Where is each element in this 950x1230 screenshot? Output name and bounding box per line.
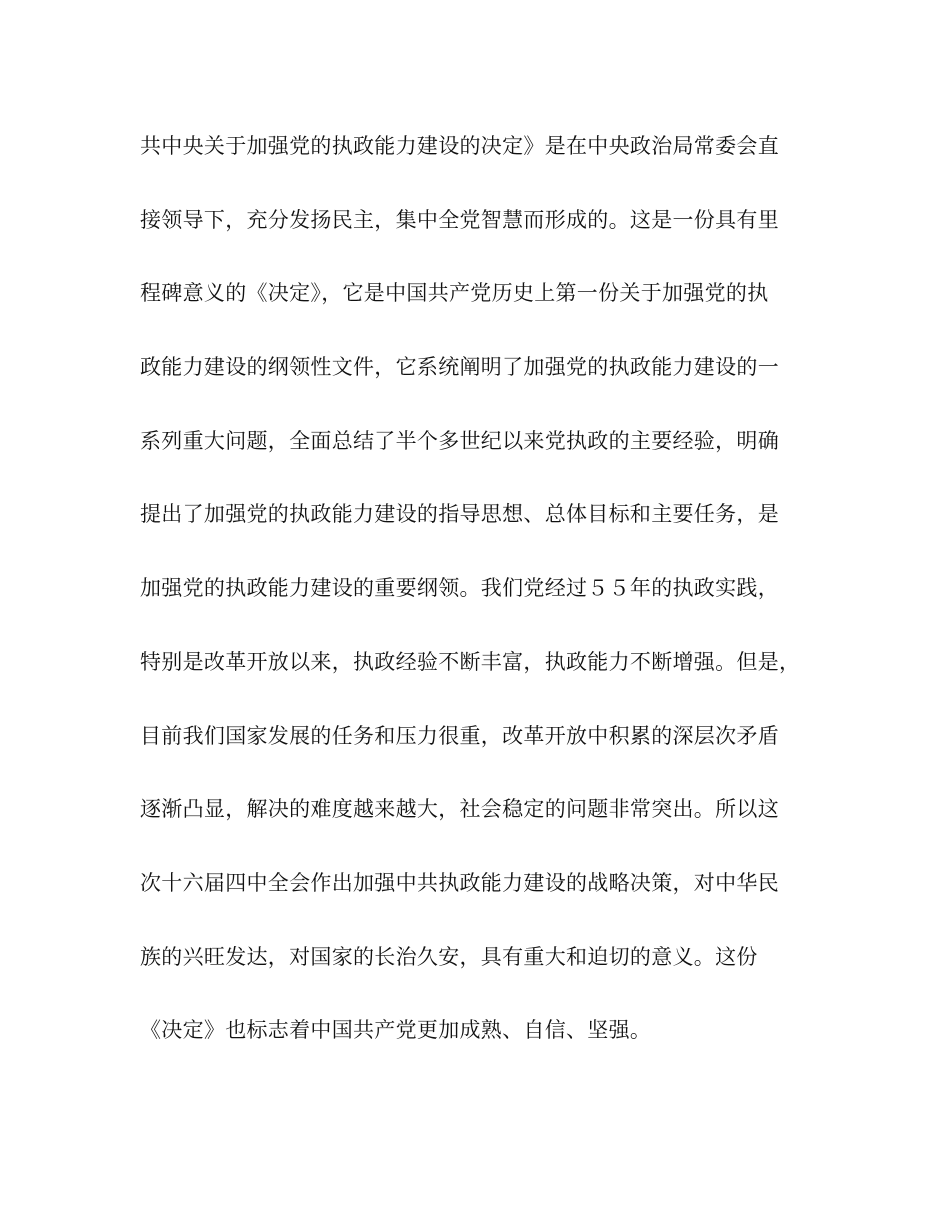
text-line: 族的兴旺发达，对国家的长治久安，具有重大和迫切的意义。这份 [140, 944, 758, 969]
text-line: 系列重大问题，全面总结了半个多世纪以来党执政的主要经验，明确 [140, 428, 779, 453]
text-line: 逐渐凸显，解决的难度越来越大，社会稳定的问题非常突出。所以这 [140, 797, 779, 822]
text-line: 接领导下，充分发扬民主，集中全党智慧而形成的。这是一份具有里 [140, 207, 779, 232]
text-line: 次十六届四中全会作出加强中共执政能力建设的战略决策，对中华民 [140, 870, 779, 895]
text-line: 提出了加强党的执政能力建设的指导思想、总体目标和主要任务，是 [140, 502, 779, 527]
text-line: 加强党的执政能力建设的重要纲领。我们党经过５５年的执政实践， [140, 576, 779, 601]
text-line: 《决定》也标志着中国共产党更加成熟、自信、坚强。 [140, 1018, 652, 1043]
text-line: 政能力建设的纲领性文件，它系统阐明了加强党的执政能力建设的一 [140, 355, 779, 380]
text-line: 目前我们国家发展的任务和压力很重，改革开放中积累的深层次矛盾 [140, 723, 779, 748]
text-line: 特别是改革开放以来，执政经验不断丰富，执政能力不断增强。但是， [140, 649, 801, 674]
text-line: 共中央关于加强党的执政能力建设的决定》是在中央政治局常委会直 [140, 134, 779, 158]
body-text [140, 128, 820, 1049]
text-line: 程碑意义的《决定》，它是中国共产党历史上第一份关于加强党的执 [140, 281, 769, 306]
